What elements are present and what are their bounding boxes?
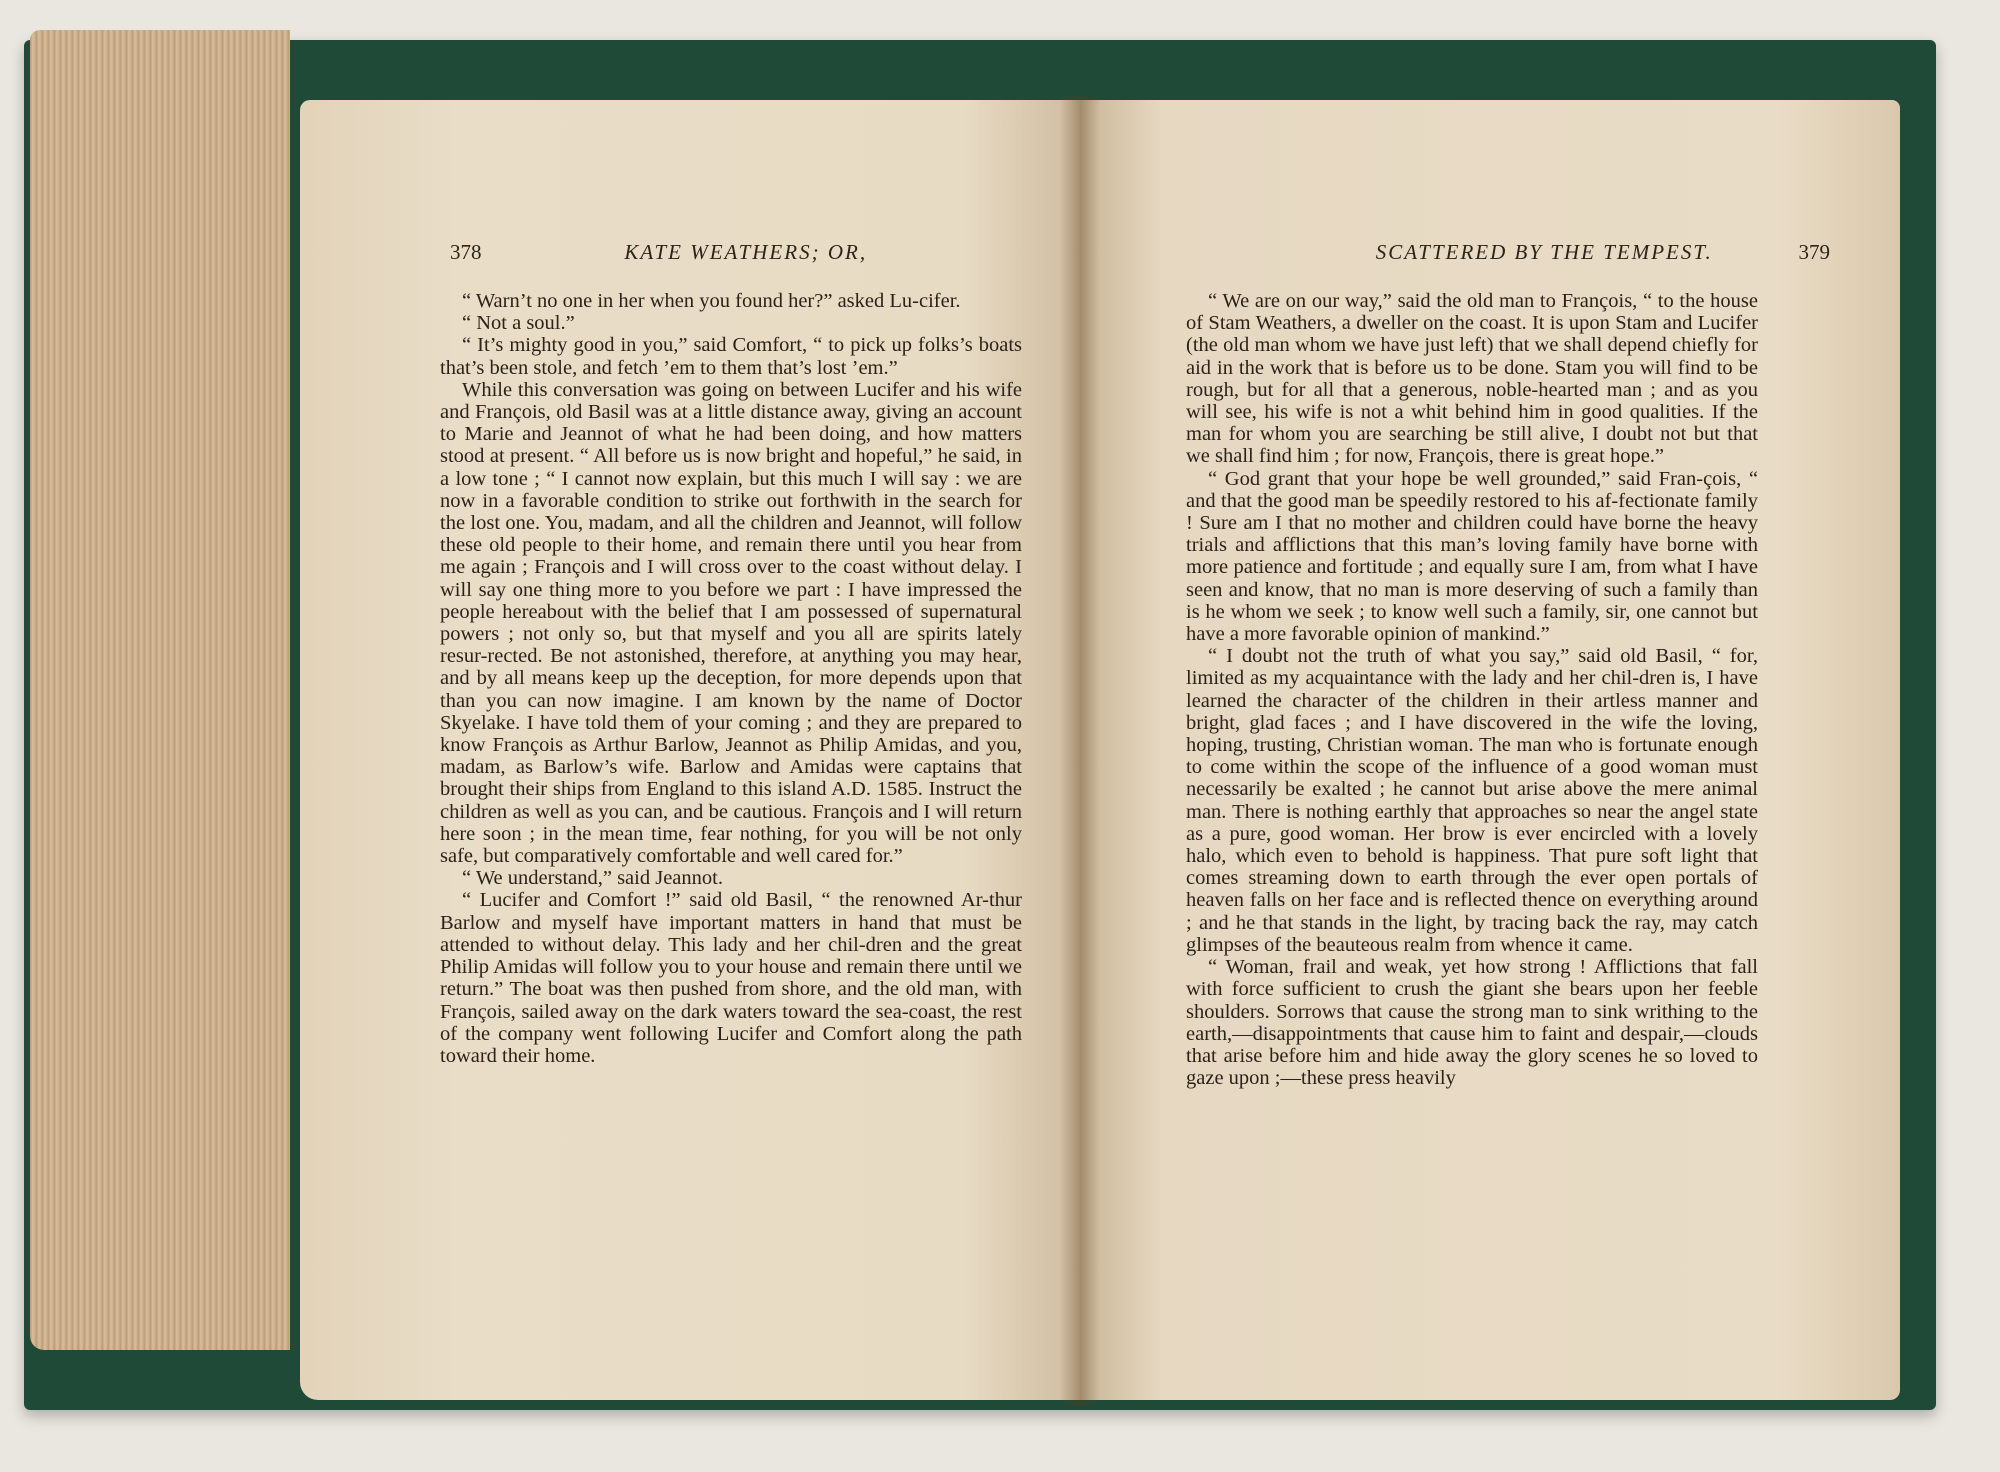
left-page-number: 378 [450, 240, 482, 264]
book-gutter [1060, 96, 1100, 1406]
paragraph: “ Not a soul.” [462, 312, 575, 335]
right-running-head: SCATTERED BY THE TEMPEST. [1375, 240, 1713, 264]
right-page-number: 379 [1798, 240, 1830, 264]
paragraph: “ Warn’t no one in her when you found her?” asked Lu-cifer. [462, 290, 961, 312]
left-page-text [440, 290, 1022, 1067]
paragraph: “ Woman, frail and weak, yet how strong ! Afflictions that fall with force sufficient to crush the giant she bears upon her feeble shoulders. Sorrows that cause the strong man to sink writhing to the earth,—disappointments that cause him to faint and despair,—clouds that arise before him and hide away the glory scenes he so loved to gaze upon ;—these press heavily [1186, 956, 1758, 1090]
right-page [1080, 100, 1900, 1400]
paragraph: “ Lucifer and Comfort !” said old Basil, “ the renowned Ar-thur Barlow and myself have important matters in hand that must be attended to without delay. This lady and her chil-dren and the great Philip Amidas will follow you to your house and remain there until we return.” The boat was then pushed from shore, and the old man, with François, sailed away on the dark waters toward the sea-coast, the rest of the company went following Lucifer and Comfort along the path toward their home. [440, 889, 1022, 1067]
left-page [300, 100, 1080, 1400]
paragraph: “ We understand,” said Jeannot. [462, 867, 723, 890]
left-running-head: KATE WEATHERS; OR, [624, 240, 868, 264]
paragraph: “ God grant that your hope be well grounded,” said Fran-çois, “ and that the good man be speedily restored to his af-fectionate family ! Sure am I that no mother and children could have borne the heavy trials and afflictions that this man’s loving family have borne with more patience and fortitude ; and equally sure I am, from what I have seen and know, that no man is more deserving of such a family than is he whom we seek ; to know well such a family, sir, one cannot but have a more favorable opinion of mankind.” [1186, 467, 1758, 646]
paragraph: “ I doubt not the truth of what you say,” said old Basil, “ for, limited as my acquaintance with the lady and her chil-dren is, I have learned the character of the children in their artless manner and bright, glad faces ; and I have discovered in the wife the loving, hoping, trusting, Christian woman. The man who is fortunate enough to come within the scope of the influence of a good woman must necessarily be exalted ; he cannot but arise above the mere animal man. There is nothing earthly that approaches so near the angel state as a pure, good woman. Her brow is ever encircled with a lovely halo, which even to behold is happiness. That pure soft light that comes streaming down to earth through the ever open portals of heaven falls on her face and is reflected thence on everything around ; and he that stands in the light, by tracing back the ray, may catch glimpses of the beauteous realm from whence it came. [1186, 645, 1758, 956]
page-edges [30, 30, 290, 1350]
right-page-text [1186, 290, 1758, 1089]
paragraph: While this conversation was going on between Lucifer and his wife and François, old Basil was at a little distance away, giving an account to Marie and Jeannot of what he had been doing, and how matters stood at present. “ All before us is now bright and hopeful,” he said, in a low tone ; “ I cannot now explain, but this much I will say : we are now in a favorable condition to strike out forthwith in the search for the lost one. You, madam, and all the children and Jeannot, will follow these old people to their home, and remain there until you hear from me again ; François and I will cross over to the coast without delay. I will say one thing more to you before we part : I have impressed the people hereabout with the belief that I am possessed of supernatural powers ; not only so, but that myself and you all are spirits lately resur-rected. Be not astonished, therefore, at anything you may hear, and by all means keep up the deception, for more depends upon that than you can now imagine. I am known by the name of Doctor Skyelake. I have told them of your coming ; and they are prepared to know François as Arthur Barlow, Jeannot as Philip Amidas, and you, madam, as Barlow’s wife. Barlow and Amidas were captains that brought their ships from England to this island A.D. 1585. Instruct the children as well as you can, and be cautious. François and I will return here soon ; in the mean time, fear nothing, for you will be not only safe, but comparatively comfortable and well cared for.” [440, 378, 1022, 868]
paragraph: “ We are on our way,” said the old man to François, “ to the house of Stam Weathers, a dweller on the coast. It is upon Stam and Lucifer (the old man whom we have just left) that we shall depend chiefly for aid in the work that is before us to be done. Stam you will find to be rough, but for all that a generous, noble-hearted man ; and as you will see, his wife is not a whit behind him in good qualities. If the man for whom you are searching be still alive, I doubt not but that we shall find him ; for now, François, there is great hope.” [1186, 290, 1758, 468]
right-page-header [1290, 240, 1830, 265]
paragraph: “ It’s mighty good in you,” said Comfort, “ to pick up folks’s boats that’s been stole, and fetch ’em to them that’s lost ’em.” [440, 334, 1022, 379]
left-page-header [450, 240, 1010, 265]
